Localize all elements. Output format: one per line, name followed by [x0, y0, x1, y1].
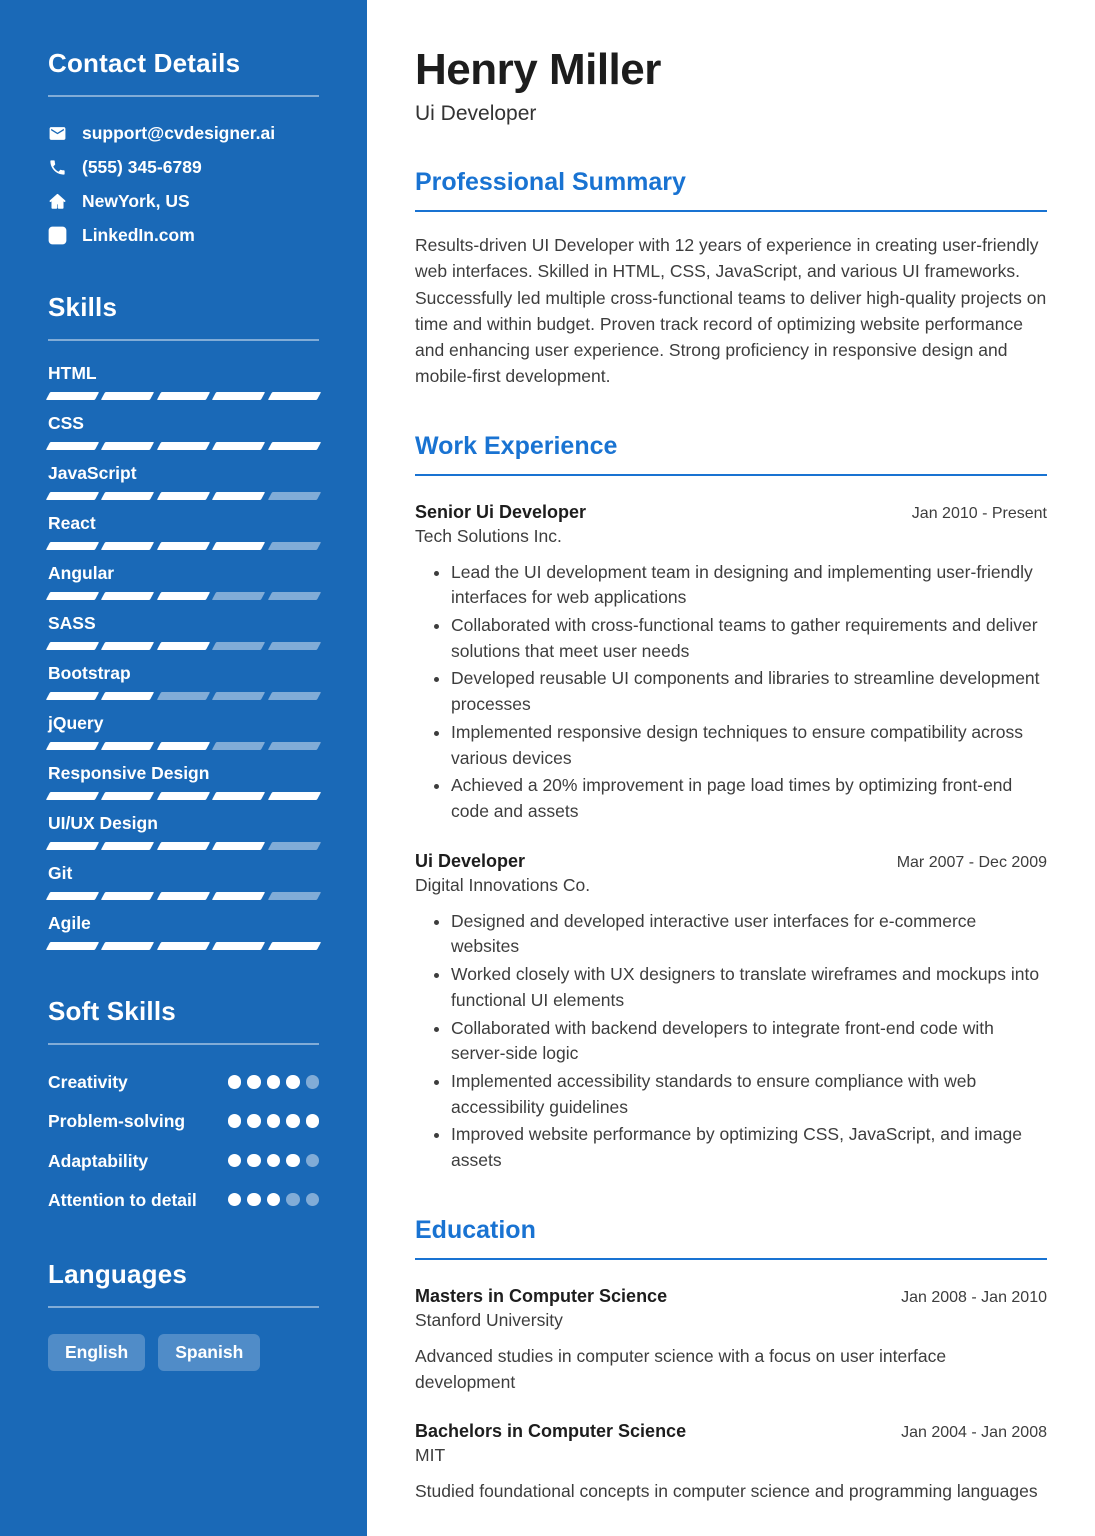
- skill-bar-segment: [101, 842, 155, 850]
- job-entry: [415, 851, 1047, 1174]
- skill-bar-segment: [267, 392, 321, 400]
- soft-skill-name: Attention to detail: [48, 1189, 197, 1210]
- skill-bar-segment: [46, 792, 100, 800]
- language-pill: Spanish: [158, 1334, 260, 1371]
- home-icon: [48, 192, 67, 211]
- skill-bar-segment: [267, 492, 321, 500]
- person-job-title: Ui Developer: [415, 102, 537, 125]
- skill-name: HTML: [48, 363, 97, 383]
- skill-name: Responsive Design: [48, 763, 210, 783]
- soft-skill-dot: [306, 1075, 320, 1089]
- skill-level-bar: [48, 442, 319, 450]
- soft-skill-dot: [267, 1193, 281, 1207]
- skill-name: Bootstrap: [48, 663, 131, 683]
- contact-section: [48, 48, 319, 246]
- skill-bar-segment: [101, 392, 155, 400]
- job-bullet: • Collaborated with backend developers to integrate front-end code with server-side logic: [451, 1016, 1047, 1067]
- job-bullet-list: [415, 560, 1047, 825]
- skill-bar-segment: [267, 742, 321, 750]
- contact-section-title: Contact Details: [48, 48, 319, 97]
- professional-summary-text: Results-driven UI Developer with 12 years of experience in creating user-friendly web interfaces. Skilled in HTML, CSS, JavaScript, and various UI frameworks. Successfully led multiple cross-functional teams to deliver high-quality projects on time and within budget. Proven track record of optimizing website performance and enhancing user experience. Strong proficiency in responsive design and mobile-first development.: [415, 235, 1047, 387]
- language-pill-list: [48, 1334, 319, 1371]
- skill-bar-segment: [267, 692, 321, 700]
- skill-bar-segment: [267, 542, 321, 550]
- education-description: Advanced studies in computer science with a focus on user interface development: [415, 1345, 947, 1393]
- skill-name: UI/UX Design: [48, 813, 158, 833]
- skill-bar-segment: [101, 642, 155, 650]
- skill-bar-segment: [101, 792, 155, 800]
- skill-bar-segment: [46, 692, 100, 700]
- person-name: Henry Miller: [415, 45, 661, 94]
- resume-main: [367, 0, 1095, 1536]
- education-dates: Jan 2004 - Jan 2008: [901, 1424, 1047, 1442]
- job-dates: Jan 2010 - Present: [911, 504, 1047, 522]
- skill-bar-segment: [157, 642, 211, 650]
- contact-item: [48, 225, 319, 246]
- skill-level-bar: [48, 392, 319, 400]
- skill-level-bar: [48, 492, 319, 500]
- skill-item: [48, 513, 319, 550]
- sidebar: [0, 0, 367, 1536]
- skill-bar-segment: [101, 942, 155, 950]
- skill-bar-segment: [267, 592, 321, 600]
- skill-bar-segment: [157, 542, 211, 550]
- skill-bar-segment: [212, 692, 266, 700]
- soft-skill-item: [48, 1108, 319, 1134]
- skill-item: [48, 613, 319, 650]
- education-section: [415, 1216, 1047, 1505]
- skill-bar-segment: [46, 392, 100, 400]
- languages-section-title: Languages: [48, 1259, 319, 1308]
- skill-bar-segment: [212, 392, 266, 400]
- skill-bar-segment: [267, 842, 321, 850]
- soft-skill-dot: [267, 1075, 281, 1089]
- soft-skill-dot: [306, 1193, 320, 1207]
- soft-skill-dot: [247, 1075, 261, 1089]
- soft-skill-dot: [228, 1114, 242, 1128]
- skills-section-title: Skills: [48, 292, 319, 341]
- education-dates: Jan 2008 - Jan 2010: [901, 1288, 1047, 1306]
- contact-item-text: (555) 345-6789: [82, 157, 202, 177]
- contact-item-text: support@cvdesigner.ai: [82, 123, 276, 143]
- education-description: Studied foundational concepts in computer science and programming languages: [415, 1481, 1038, 1502]
- skill-bar-segment: [212, 642, 266, 650]
- soft-skill-dot: [267, 1114, 281, 1128]
- skill-bar-segment: [212, 492, 266, 500]
- job-bullet: • Improved website performance by optimizing CSS, JavaScript, and image assets: [451, 1122, 1047, 1173]
- job-bullet: • Lead the UI development team in designing and implementing user-friendly interfaces for web applications: [451, 560, 1047, 611]
- soft-skill-dot: [286, 1114, 300, 1128]
- skill-name: Angular: [48, 563, 115, 583]
- skill-bar-segment: [267, 642, 321, 650]
- job-bullet: • Implemented responsive design techniques to ensure compatibility across various devices: [451, 720, 1047, 771]
- skill-bar-segment: [46, 492, 100, 500]
- soft-skill-dot: [306, 1114, 320, 1128]
- education-header: [415, 1286, 1047, 1307]
- soft-skill-dot: [247, 1114, 261, 1128]
- skill-level-bar: [48, 692, 319, 700]
- phone-icon: [48, 158, 67, 177]
- contact-item: [48, 123, 319, 144]
- soft-skill-item: [48, 1148, 319, 1174]
- contact-list: [48, 123, 319, 246]
- skill-bar-segment: [46, 592, 100, 600]
- skill-bar-segment: [157, 392, 211, 400]
- skill-name: SASS: [48, 613, 96, 633]
- soft-skills-section-title: Soft Skills: [48, 996, 319, 1045]
- education-school: MIT: [415, 1445, 446, 1466]
- job-bullet: • Worked closely with UX designers to translate wireframes and mockups into functional UI elements: [451, 962, 1047, 1013]
- skill-bar-segment: [101, 592, 155, 600]
- skill-name: Git: [48, 863, 73, 883]
- skill-name: Agile: [48, 913, 91, 933]
- soft-skill-dot: [247, 1193, 261, 1207]
- education-school: Stanford University: [415, 1309, 563, 1330]
- skill-level-bar: [48, 592, 319, 600]
- job-bullet-list: [415, 909, 1047, 1174]
- skill-level-bar: [48, 642, 319, 650]
- skill-bar-segment: [212, 442, 266, 450]
- skill-name: jQuery: [48, 713, 104, 733]
- skill-bar-segment: [267, 942, 321, 950]
- soft-skill-item: [48, 1069, 319, 1095]
- skill-bar-segment: [212, 742, 266, 750]
- skill-bar-segment: [212, 892, 266, 900]
- skill-bar-segment: [157, 742, 211, 750]
- soft-skill-level-dots: [228, 1069, 320, 1089]
- soft-skill-dot: [228, 1075, 242, 1089]
- education-list: [415, 1286, 1047, 1505]
- education-entry: [415, 1286, 1047, 1396]
- linkedin-icon: [48, 226, 67, 245]
- email-icon: [48, 124, 67, 143]
- skill-bar-segment: [157, 792, 211, 800]
- skill-bar-segment: [157, 892, 211, 900]
- contact-item: [48, 157, 319, 178]
- skill-bar-segment: [157, 592, 211, 600]
- job-company: Digital Innovations Co.: [415, 874, 591, 895]
- skill-item: [48, 763, 319, 800]
- soft-skill-dot: [286, 1193, 300, 1207]
- job-bullet: • Implemented accessibility standards to ensure compliance with web accessibility guidelines: [451, 1069, 1047, 1120]
- soft-skill-name: Adaptability: [48, 1150, 149, 1171]
- skill-bar-segment: [267, 892, 321, 900]
- skill-bar-segment: [212, 542, 266, 550]
- skill-item: [48, 863, 319, 900]
- job-bullet: • Developed reusable UI components and libraries to streamline development processes: [451, 666, 1047, 717]
- soft-skill-level-dots: [228, 1187, 320, 1207]
- work-experience-title: Work Experience: [415, 432, 1047, 476]
- soft-skill-name: Creativity: [48, 1072, 128, 1092]
- skill-bar-segment: [46, 942, 100, 950]
- work-experience-section: [415, 432, 1047, 1174]
- education-header: [415, 1421, 1047, 1442]
- skill-bar-segment: [101, 892, 155, 900]
- skill-item: [48, 663, 319, 700]
- job-company: Tech Solutions Inc.: [415, 525, 562, 546]
- skill-bar-segment: [46, 542, 100, 550]
- education-degree: Masters in Computer Science: [415, 1285, 668, 1306]
- professional-summary-title: Professional Summary: [415, 168, 1047, 212]
- skill-bar-segment: [157, 492, 211, 500]
- skill-name: React: [48, 513, 96, 533]
- skill-name: CSS: [48, 413, 84, 433]
- skill-bar-segment: [101, 692, 155, 700]
- skill-bar-segment: [157, 942, 211, 950]
- education-degree: Bachelors in Computer Science: [415, 1421, 687, 1442]
- soft-skill-dot: [247, 1154, 261, 1168]
- skill-bar-segment: [46, 642, 100, 650]
- skill-bar-segment: [157, 842, 211, 850]
- skill-item: [48, 913, 319, 950]
- job-bullet: • Designed and developed interactive user interfaces for e-commerce websites: [451, 909, 1047, 960]
- soft-skill-dot: [267, 1154, 281, 1168]
- soft-skill-dot: [228, 1154, 242, 1168]
- soft-skill-dot: [286, 1154, 300, 1168]
- professional-summary-section: [415, 168, 1047, 390]
- skill-level-bar: [48, 842, 319, 850]
- skill-item: [48, 363, 319, 400]
- skill-name: JavaScript: [48, 463, 137, 483]
- soft-skills-section: [48, 996, 319, 1213]
- soft-skill-item: [48, 1187, 319, 1213]
- skill-bar-segment: [212, 592, 266, 600]
- skill-bar-segment: [101, 542, 155, 550]
- skill-bar-segment: [46, 442, 100, 450]
- job-bullet: • Achieved a 20% improvement in page load times by optimizing front-end code and assets: [451, 773, 1047, 824]
- skill-list: [48, 363, 319, 950]
- language-pill: English: [48, 1334, 145, 1371]
- skill-bar-segment: [101, 742, 155, 750]
- skill-level-bar: [48, 542, 319, 550]
- skill-item: [48, 813, 319, 850]
- skills-section: [48, 292, 319, 950]
- soft-skill-dot: [286, 1075, 300, 1089]
- skill-level-bar: [48, 792, 319, 800]
- skill-bar-segment: [267, 792, 321, 800]
- job-title: Ui Developer: [415, 850, 526, 871]
- skill-item: [48, 413, 319, 450]
- job-entry: [415, 502, 1047, 825]
- skill-level-bar: [48, 742, 319, 750]
- skill-bar-segment: [46, 892, 100, 900]
- resume-header: [415, 45, 1047, 126]
- soft-skill-list: [48, 1069, 319, 1213]
- skill-item: [48, 463, 319, 500]
- soft-skill-dot: [306, 1154, 320, 1168]
- skill-bar-segment: [212, 792, 266, 800]
- skill-item: [48, 713, 319, 750]
- contact-item: [48, 191, 319, 212]
- soft-skill-level-dots: [228, 1148, 320, 1168]
- skill-bar-segment: [101, 492, 155, 500]
- job-title: Senior Ui Developer: [415, 501, 587, 522]
- soft-skill-name: Problem-solving: [48, 1111, 186, 1132]
- languages-section: [48, 1259, 319, 1371]
- skill-item: [48, 563, 319, 600]
- skill-bar-segment: [46, 742, 100, 750]
- skill-bar-segment: [46, 842, 100, 850]
- job-list: [415, 502, 1047, 1174]
- job-dates: Mar 2007 - Dec 2009: [896, 853, 1047, 871]
- skill-bar-segment: [212, 842, 266, 850]
- skill-bar-segment: [212, 942, 266, 950]
- skill-bar-segment: [101, 442, 155, 450]
- skill-level-bar: [48, 892, 319, 900]
- education-entry: [415, 1421, 1047, 1504]
- job-bullet: • Collaborated with cross-functional teams to gather requirements and deliver solutions that meet user needs: [451, 613, 1047, 664]
- skill-bar-segment: [157, 442, 211, 450]
- skill-bar-segment: [157, 692, 211, 700]
- soft-skill-dot: [228, 1193, 242, 1207]
- soft-skill-level-dots: [228, 1108, 320, 1128]
- job-header: [415, 502, 1047, 523]
- job-header: [415, 851, 1047, 872]
- skill-bar-segment: [267, 442, 321, 450]
- contact-item-text: LinkedIn.com: [82, 225, 195, 245]
- skill-level-bar: [48, 942, 319, 950]
- contact-item-text: NewYork, US: [82, 191, 190, 211]
- education-title: Education: [415, 1216, 1047, 1260]
